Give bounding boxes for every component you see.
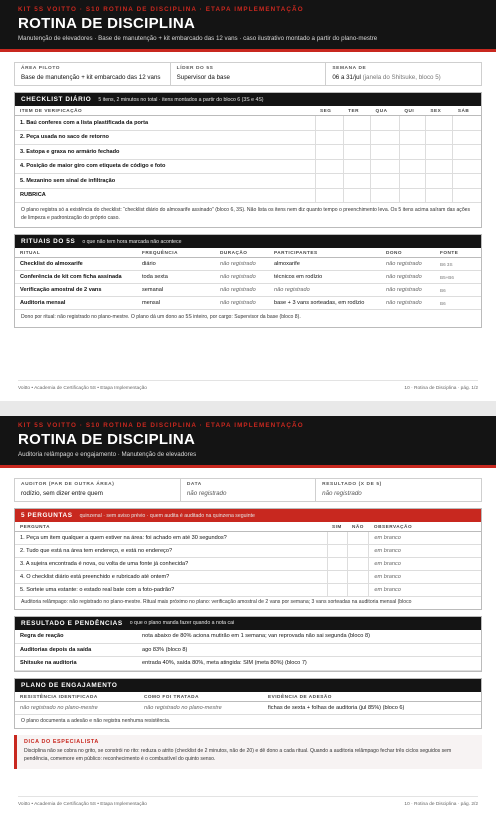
day-cell[interactable] [343, 116, 370, 131]
treatment-value: não registrado no plano-mestre [139, 701, 263, 714]
ritual-source: B6 3S [435, 258, 481, 271]
col-frequency: FREQUÊNCIA [137, 248, 215, 258]
col-day: SEG [315, 106, 343, 116]
yes-cell[interactable] [327, 584, 347, 597]
ritual-duration: não registrado [215, 297, 269, 310]
ritual-participants: técnicos em rodízio [269, 271, 381, 284]
result-label: Shitsuke na auditoria [15, 657, 137, 671]
observation-cell[interactable]: em branco [369, 584, 481, 597]
info-week [326, 63, 481, 85]
page-subtitle: Manutenção de elevadores · Base de manutenção + kit embarcado das 12 vans · caso ilustrativo montado a partir do plano-mestre [18, 35, 378, 42]
ritual-participants: base + 3 vans sorteadas, em rodízio [269, 297, 381, 310]
info-strip [14, 62, 482, 86]
day-cell[interactable] [453, 159, 481, 174]
info-value: Supervisor da base [176, 74, 230, 81]
day-cell[interactable] [399, 130, 425, 145]
info-value [332, 74, 475, 81]
day-cell[interactable] [343, 188, 370, 203]
ritual-owner: não registrado [381, 284, 435, 297]
day-cell[interactable] [343, 159, 370, 174]
col-source: FONTE [435, 248, 481, 258]
ritual-row [15, 271, 481, 284]
day-cell[interactable] [315, 145, 343, 160]
info-label: ÁREA PILOTO [21, 66, 61, 71]
footer-page-number: 10 · Rotina de Disciplina · pág. 2/2 [404, 802, 478, 807]
day-cell[interactable] [343, 130, 370, 145]
question-text: 3. A sujeira encontrada é nova, ou volta de uma fonte já conhecida? [15, 558, 327, 571]
engagement-bar [15, 679, 481, 692]
info-label: SEMANA DE [332, 66, 367, 71]
ritual-source: B5+B6 [435, 271, 481, 284]
questions-note: quinzenal · sem aviso prévio · quem audita é auditado na quinzena seguinte [79, 512, 255, 519]
day-cell[interactable] [371, 188, 400, 203]
ritual-owner: não registrado [381, 258, 435, 271]
day-cell[interactable] [371, 116, 400, 131]
day-cell[interactable] [343, 145, 370, 160]
result-row [15, 657, 481, 671]
no-cell[interactable] [347, 545, 369, 558]
col-resistance: RESISTÊNCIA IDENTIFICADA [15, 692, 139, 702]
ritual-name: Auditoria mensal [15, 297, 137, 310]
checklist-row [15, 188, 481, 203]
question-row [15, 584, 481, 597]
day-cell[interactable] [371, 174, 400, 189]
engagement-table [15, 692, 481, 715]
no-cell[interactable] [347, 532, 369, 545]
page-header [0, 416, 496, 465]
observation-cell[interactable]: em branco [369, 571, 481, 584]
accent-divider [0, 49, 496, 52]
col-duration: DURAÇÃO [215, 248, 269, 258]
col-yes: SIM [327, 522, 347, 532]
engagement-note-paragraph: O plano documenta a adesão e não registra nenhuma resistência. [21, 717, 171, 724]
ritual-owner: não registrado [381, 297, 435, 310]
col-ritual: RITUAL [15, 248, 137, 258]
results-section [14, 616, 482, 672]
tip-text: Disciplina não se cobra no grito, se constrói no rito: reduza o atrito (checklist de 2 minutos, não de 20) e dê dono a cada ritual. Quando a auditoria relâmpago fechar três ciclos seguidos sem pendência, comemore em público: reconhecimento é o combustível do quinto senso. [24, 748, 452, 762]
ritual-duration: não registrado [215, 271, 269, 284]
page-2 [0, 416, 496, 817]
checklist-item: 5. Mezanino sem sinal de infiltração [15, 174, 315, 189]
day-cell[interactable] [453, 145, 481, 160]
checklist-title: CHECKLIST DIÁRIO [21, 96, 92, 103]
checklist-section [14, 92, 482, 228]
observation-cell[interactable]: em branco [369, 558, 481, 571]
yes-cell[interactable] [327, 571, 347, 584]
ritual-frequency: semanal [137, 284, 215, 297]
info-result [316, 479, 481, 501]
ritual-duration: não registrado [215, 258, 269, 271]
observation-cell[interactable]: em branco [369, 545, 481, 558]
question-text: 2. Tudo que está na área tem endereço, e está no endereço? [15, 545, 327, 558]
day-cell[interactable] [425, 130, 452, 145]
results-note: o que o plano manda fazer quando a nota cai [129, 620, 235, 627]
question-text: 1. Peça um item qualquer a quem estiver na área: foi achado em até 30 segundos? [15, 532, 327, 545]
day-cell[interactable] [315, 174, 343, 189]
yes-cell[interactable] [327, 545, 347, 558]
expert-tip [14, 735, 482, 768]
question-row [15, 558, 481, 571]
rituals-section [14, 234, 482, 328]
week-value: 06 a 31/jul [332, 74, 361, 81]
day-cell[interactable] [425, 188, 452, 203]
info-label: LÍDER DO 5S [176, 66, 214, 71]
engagement-title: PLANO DE ENGAJAMENTO [21, 681, 118, 689]
footer-page-number: 10 · Rotina de Disciplina · pág. 1/2 [404, 386, 478, 391]
engagement-row [15, 701, 481, 714]
question-row [15, 571, 481, 584]
results-bar [15, 617, 481, 630]
day-cell[interactable] [399, 188, 425, 203]
checklist-row [15, 159, 481, 174]
day-cell[interactable] [315, 116, 343, 131]
col-item: ITEM DE VERIFICAÇÃO [15, 106, 315, 116]
info-date [181, 479, 316, 501]
info-label: AUDITOR (PAR DE OUTRA ÁREA) [21, 482, 115, 487]
result-value: ago 83% (bloco 8) [137, 643, 481, 657]
questions-table [15, 522, 481, 597]
info-value: não registrado [186, 490, 227, 497]
ritual-row [15, 284, 481, 297]
col-observation: OBSERVAÇÃO [369, 522, 481, 532]
info-leader [171, 63, 327, 85]
ritual-row [15, 258, 481, 271]
ritual-participants: almoxarife [269, 258, 381, 271]
audit-info-strip [14, 478, 482, 502]
results-table [15, 630, 481, 671]
day-cell[interactable] [425, 174, 452, 189]
questions-bar [15, 509, 481, 522]
checklist-item: 1. Baú conferes com a lista plastificada da porta [15, 116, 315, 131]
info-auditor [15, 479, 181, 501]
checklist-note-paragraph: O plano registra só a existência do checklist: “checklist diário do almoxarife assinado” (bloco 6, 3S). Não lista os itens nem diz quanto tempo o preenchimento leva. Os 5 itens acima saíram das ações de limpeza e padronização do próprio caso. [21, 207, 471, 221]
day-cell[interactable] [315, 159, 343, 174]
day-cell[interactable] [399, 116, 425, 131]
page-footer [18, 796, 478, 807]
ritual-frequency: toda sexta [137, 271, 215, 284]
ritual-participants: não registrado [269, 284, 381, 297]
day-cell[interactable] [371, 145, 400, 160]
ritual-frequency: mensal [137, 297, 215, 310]
day-cell[interactable] [343, 174, 370, 189]
resistance-value: não registrado no plano-mestre [15, 701, 139, 714]
col-no: NÃO [347, 522, 369, 532]
result-row [15, 643, 481, 657]
question-text: 4. O checklist diário está preenchido e rubricado até ontem? [15, 571, 327, 584]
ritual-duration: não registrado [215, 284, 269, 297]
no-cell[interactable] [347, 571, 369, 584]
ritual-name: Checklist do almoxarife [15, 258, 137, 271]
day-cell[interactable] [425, 159, 452, 174]
rituals-title: RITUAIS DO 5S [21, 238, 76, 246]
day-cell[interactable] [425, 116, 452, 131]
day-cell[interactable] [371, 130, 400, 145]
week-note: (janela do Shitsuke, bloco 5) [360, 74, 441, 81]
col-question: PERGUNTA [15, 522, 327, 532]
result-label: Auditorias depois da saída [15, 643, 137, 657]
checklist-row [15, 174, 481, 189]
ritual-name: Conferência de kit com ficha assinada [15, 271, 137, 284]
engagement-section [14, 678, 482, 730]
col-day: SEX [425, 106, 452, 116]
questions-section [14, 508, 482, 610]
day-cell[interactable] [315, 130, 343, 145]
accent-divider [0, 465, 496, 468]
rituals-bar [15, 235, 481, 248]
checklist-item: 4. Posição de maior giro com etiqueta de código e foto [15, 159, 315, 174]
footer-left: Voitto • Academia de Certificação 5S • Etapa Implementação [18, 386, 147, 391]
page-title: ROTINA DE DISCIPLINA [18, 15, 196, 32]
col-owner: DONO [381, 248, 435, 258]
kit-line: KIT 5S VOITTO · S10 ROTINA DE DISCIPLINA · ETAPA IMPLEMENTAÇÃO [18, 6, 304, 13]
info-label: RESULTADO (X DE 5) [322, 482, 382, 487]
result-label: Regra de reação [15, 630, 137, 644]
day-cell[interactable] [425, 145, 452, 160]
col-day: SÁB [453, 106, 481, 116]
page-1 [0, 0, 496, 401]
page-separator [0, 401, 496, 416]
day-cell[interactable] [371, 159, 400, 174]
day-cell[interactable] [315, 188, 343, 203]
info-label: DATA [186, 482, 202, 487]
info-value: Base de manutenção + kit embarcado das 12 vans [21, 74, 161, 81]
result-row [15, 630, 481, 644]
question-row [15, 545, 481, 558]
checklist-signature: RUBRICA [15, 188, 315, 203]
page-header [0, 0, 496, 49]
col-day: QUA [371, 106, 400, 116]
day-cell[interactable] [399, 145, 425, 160]
checklist-note: 5 itens, 2 minutos no total · itens montados a partir do bloco 6 (3S e 4S) [98, 96, 264, 103]
no-cell[interactable] [347, 558, 369, 571]
checklist-row [15, 145, 481, 160]
rituals-note: o que não tem hora marcada não acontece [82, 238, 182, 245]
ritual-source: B6 [435, 284, 481, 297]
day-cell[interactable] [399, 159, 425, 174]
col-day: QUI [399, 106, 425, 116]
ritual-source: B6 [435, 297, 481, 310]
col-day: TER [343, 106, 370, 116]
rituals-table [15, 248, 481, 310]
day-cell[interactable] [399, 174, 425, 189]
day-cell[interactable] [453, 116, 481, 131]
checklist-bar [15, 93, 481, 106]
result-value: nota abaixo de 80% aciona mutirão em 1 semana; van reprovada não sai segunda (bloco 8) [137, 630, 481, 644]
ritual-row [15, 297, 481, 310]
checklist-item: 3. Estopa e graxa no armário fechado [15, 145, 315, 160]
page-footer [18, 380, 478, 391]
info-area [15, 63, 171, 85]
yes-cell[interactable] [327, 532, 347, 545]
results-title: RESULTADO E PENDÊNCIAS [21, 619, 123, 627]
result-value: entrada 40%, saída 80%, meta atingida: SIM (meta 80%) (bloco 7) [137, 657, 481, 671]
ritual-name: Verificação amostral de 2 vans [15, 284, 137, 297]
info-value: rodízio, sem dizer entre quem [21, 490, 103, 497]
checklist-item: 2. Peça usada no saco de retorno [15, 130, 315, 145]
footer-left: Voitto • Academia de Certificação 5S • Etapa Implementação [18, 802, 147, 807]
page-title: ROTINA DE DISCIPLINA [18, 431, 196, 448]
checklist-row [15, 130, 481, 145]
col-participants: PARTICIPANTES [269, 248, 381, 258]
day-cell[interactable] [453, 188, 481, 203]
rituals-note-paragraph: Dono por ritual: não registrado no plano-mestre. O plano dá um dono ao 5S inteiro, por cargo: Supervisor da base (bloco 8). [21, 314, 301, 321]
question-row [15, 532, 481, 545]
info-value: não registrado [322, 490, 362, 497]
page-subtitle: Auditoria relâmpago e engajamento · Manutenção de elevadores [18, 451, 197, 458]
col-treatment: COMO FOI TRATADA [139, 692, 263, 702]
ritual-frequency: diário [137, 258, 215, 271]
kit-line: KIT 5S VOITTO · S10 ROTINA DE DISCIPLINA · ETAPA IMPLEMENTAÇÃO [18, 422, 304, 429]
questions-title: 5 PERGUNTAS [21, 512, 73, 519]
question-text: 5. Sorteie uma estante: o estado real bate com a foto-padrão? [15, 584, 327, 597]
tip-title: DICA DO ESPECIALISTA [24, 739, 99, 746]
checklist-table [15, 106, 481, 203]
day-cell[interactable] [453, 174, 481, 189]
evidence-value: fichas de sexta + folhas de auditoria (jul 85%) (bloco 6) [263, 701, 481, 714]
questions-note-paragraph: Auditoria relâmpago: não registrado no plano-mestre. Ritual mais próximo no plano: verificação amostral de 2 vans por semana; 3 vans sorteadas na auditoria mensal (bloco [21, 599, 412, 605]
yes-cell[interactable] [327, 558, 347, 571]
no-cell[interactable] [347, 584, 369, 597]
observation-cell[interactable]: em branco [369, 532, 481, 545]
ritual-owner: não registrado [381, 271, 435, 284]
day-cell[interactable] [453, 130, 481, 145]
col-evidence: EVIDÊNCIA DE ADESÃO [263, 692, 481, 702]
checklist-row [15, 116, 481, 131]
